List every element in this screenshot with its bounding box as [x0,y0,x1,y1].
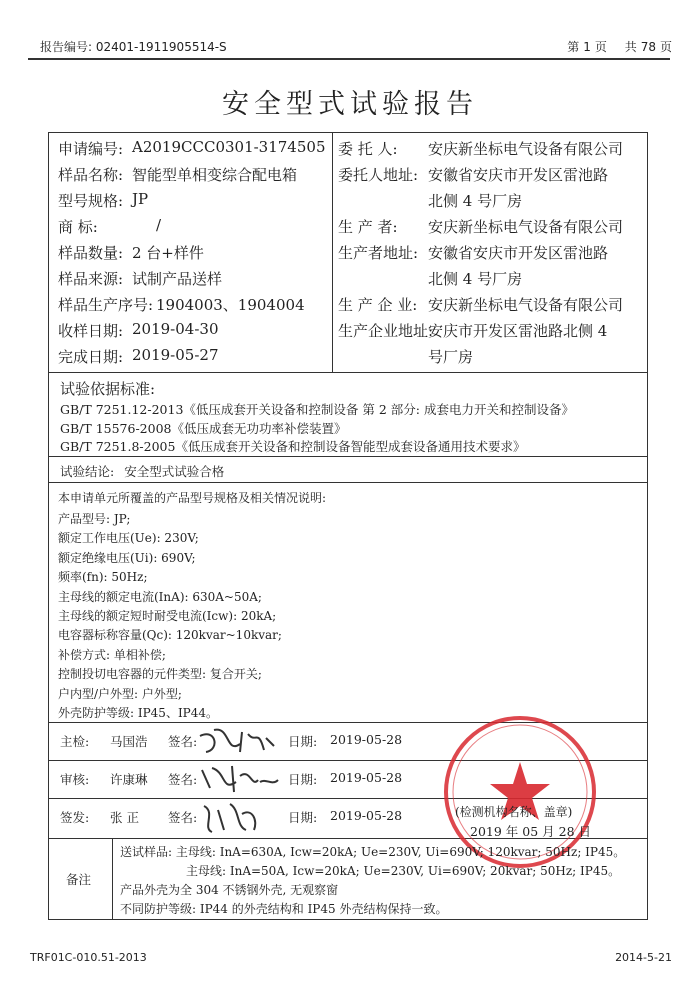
info-label: 样品来源: [58,270,124,288]
page-mid: 页 [594,40,607,54]
signature-sign-label: 签名: [168,810,198,825]
info-value: 安徽省安庆市开发区雷池路 [428,166,609,184]
info-value: A2019CCC0301-3174505 [132,138,326,156]
form-date: 2014-5-21 [615,951,672,964]
signature-date-label: 日期: [288,810,318,825]
signature-role: 审核: [60,772,90,787]
signature-handwriting [196,800,266,836]
basis-line: GB/T 7251.8-2005《低压成套开关设备和控制设备智能型成套设备通用技术要求》 [60,439,526,454]
coverage-line: 户内型/户外型: 户外型; [58,686,182,701]
signature-date-label: 日期: [288,734,318,749]
signature-role: 主检: [60,734,90,749]
info-value: / [156,216,162,234]
coverage-line: 频率(fn): 50Hz; [58,570,148,585]
stamp-date: 2019 年 05 月 28 日 [470,824,591,839]
conclusion-label: 试验结论: [60,464,115,479]
info-label: 委托人地址: [338,166,419,184]
info-label: 样品数量: [58,244,124,262]
conclusion [60,462,224,480]
page-indicator [563,38,672,55]
page-suffix: 页 [659,40,672,54]
info-value: 安徽省安庆市开发区雷池路 [428,244,609,262]
conclusion-value: 安全型式试验合格 [124,464,225,479]
info-label: 生 产 企 业: [338,296,418,314]
info-value: 安庆新坐标电气设备有限公司 [428,140,624,158]
info-value: 2019-05-27 [132,346,219,364]
basis-heading: 试验依据标准: [60,380,156,398]
coverage-line: 控制投切电容器的元件类型: 复合开关; [58,667,262,682]
info-label: 生产者地址: [338,244,419,262]
signature-date: 2019-05-28 [330,770,403,785]
coverage-line: 额定绝缘电压(Ui): 690V; [58,550,196,565]
info-value: 安庆新坐标电气设备有限公司 [428,296,624,314]
info-value: 2 台+样件 [132,244,204,262]
info-value: 智能型单相变综合配电箱 [132,166,298,184]
remarks-label: 备注 [66,872,92,887]
info-value: 北侧 4 号厂房 [428,270,523,288]
page-title: 安全型式试验报告 [222,89,478,120]
info-value: 号厂房 [428,348,474,366]
coverage-line: 主母线的额定电流(InA): 630A~50A; [58,589,262,604]
signature-handwriting [196,724,276,758]
basis-line: GB/T 7251.12-2013《低压成套开关设备和控制设备 第 2 部分: 成套电力开关和控制设备》 [60,402,574,417]
remarks-line: 产品外壳为全 304 不锈钢外壳, 无观察窗 [120,883,339,897]
info-value: 北侧 4 号厂房 [428,192,523,210]
info-column-divider [332,132,333,372]
basis-line: GB/T 15576-2008《低压成套无功功率补偿装置》 [60,421,347,436]
divider-info [48,372,648,373]
report-number-value: 02401-1911905514-S [95,40,227,54]
info-value: JP [132,190,149,208]
info-value: 安庆新坐标电气设备有限公司 [428,218,624,236]
remarks-line: 主母线: InA=50A, Icw=20kA; Ue=230V, Ui=690V; 20kvar; 50Hz; IP45。 [186,864,621,878]
page-total: 78 [640,40,656,54]
info-label: 申请编号: [58,140,124,158]
signature-sign-label: 签名: [168,734,198,749]
divider-conclusion [48,482,648,483]
coverage-intro: 本申请单元所覆盖的产品型号规格及相关情况说明: [58,491,327,505]
remarks-column-divider [112,838,113,920]
info-value: 试制产品送样 [132,270,223,288]
signature-role: 签发: [60,810,90,825]
info-label: 生产企业地址: [338,322,434,340]
header-rule [28,58,670,60]
report-number [40,38,227,55]
info-label: 生 产 者: [338,218,398,236]
info-label: 收样日期: [58,322,124,340]
signature-date: 2019-05-28 [330,808,403,823]
page-prefix: 第 [567,40,580,54]
signature-sign-label: 签名: [168,772,198,787]
info-value: 2019-04-30 [132,320,219,338]
report-number-label: 报告编号: [40,40,93,54]
coverage-line: 产品型号: JP; [58,512,131,526]
signature-name: 张 正 [110,810,139,825]
page-number: 1 [583,40,591,54]
info-label: 商 标: [58,218,98,236]
coverage-line: 额定工作电压(Ue): 230V; [58,531,199,546]
info-label: 样品名称: [58,166,124,184]
divider-basis [48,456,648,457]
info-label: 样品生产序号: [58,296,154,314]
signature-date: 2019-05-28 [330,732,403,747]
remarks-line: 送试样品: 主母线: InA=630A, Icw=20kA; Ue=230V, Ui=690V; 120kvar; 50Hz; IP45。 [120,845,626,859]
signature-name: 马国浩 [110,734,148,749]
info-value: 安庆市开发区雷池路北侧 4 [428,322,608,340]
info-value: 1904003、1904004 [156,296,305,314]
signature-handwriting [196,762,280,796]
coverage-line: 主母线的额定短时耐受电流(Icw): 20kA; [58,609,277,623]
page-total-prefix: 共 [624,40,637,54]
coverage-line: 补偿方式: 单相补偿; [58,647,166,662]
form-code: TRF01C-010.51-2013 [30,951,147,964]
coverage-line: 电容器标称容量(Qc): 120kvar~10kvar; [58,628,282,643]
remarks-line: 不同防护等级: IP44 的外壳结构和 IP45 外壳结构保持一致。 [120,902,448,916]
signature-date-label: 日期: [288,772,318,787]
signature-name: 许康琳 [110,772,148,787]
info-label: 完成日期: [58,348,124,366]
stamp-caption: (检测机构名称、盖章) [455,805,573,819]
info-label: 委 托 人: [338,140,398,158]
info-label: 型号规格: [58,192,124,210]
coverage-line: 外壳防护等级: IP45、IP44。 [58,706,219,720]
